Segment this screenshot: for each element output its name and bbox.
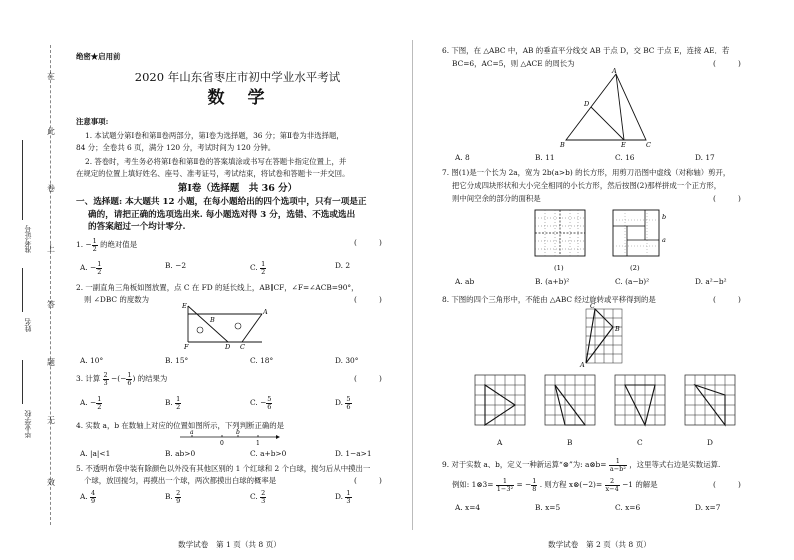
- subject-title: 数 学: [207, 88, 268, 108]
- margin-dashed-line: [50, 45, 51, 525]
- q2-label-c: C: [240, 343, 245, 351]
- q9-answer-blank: ( ): [713, 480, 741, 489]
- q4-axis-0: 0: [220, 440, 224, 447]
- exam-title: 2020 年山东省枣庄市初中学业水平考试: [134, 70, 341, 84]
- q6-triangle-figure: [558, 68, 658, 148]
- q8-option-b: B: [567, 438, 573, 447]
- section-intro-1: 一、选择题: 本大题共 12 小题，在每小题给出的四个选项中，只有一项是正: [76, 197, 367, 207]
- exam-id-field-line: [22, 140, 23, 220]
- q8-label-c: C: [590, 302, 595, 310]
- q1-stem: 的绝对值是: [100, 240, 138, 249]
- q1-option-d: D. 2: [335, 261, 351, 270]
- margin-char-2: 此: [47, 127, 55, 136]
- q3-options: [80, 396, 420, 410]
- secret-mark: 绝密★启用前: [76, 52, 121, 61]
- notes-line-4: 在规定的位置上填好姓名、座号、准考证号，考试结束，将试卷和答题卡一并交回。: [76, 169, 350, 178]
- q7-option-d: D. a²−b²: [695, 277, 727, 286]
- q3-option-d: D. $\frac{5}{6}$: [335, 395, 351, 411]
- q9-stem-1: 9. 对于实数 a、b，定义一种新运算“⊗”为: a⊗b= $\frac{1}{\text{a−b²}}$ ，这里等式右边是实数运算.: [442, 457, 721, 473]
- margin-char-8: 效: [47, 478, 55, 487]
- q9-option-a: A. x=4: [455, 503, 481, 512]
- q4-option-c: C. a+b>0: [250, 449, 287, 458]
- school-field-label: 毕业学校: [24, 410, 32, 438]
- q9-option-b: B. x=5: [535, 503, 561, 512]
- q2-options: [80, 356, 420, 365]
- q7-option-b: B. (a+b)²: [535, 277, 570, 286]
- q7-side-b: b: [662, 213, 667, 221]
- q5-stem-1: 5. 不透明布袋中装有除颜色以外没有其他区别的 1 个红球和 2 个白球，搅匀后从中摸出一: [76, 464, 371, 473]
- q8-label-a: A: [580, 361, 585, 369]
- notes-line-2: 84 分；全卷共 6 页，满分 120 分，考试时间为 120 分钟。: [76, 143, 276, 152]
- q8-answer-blank: ( ): [713, 295, 741, 304]
- q6-label-a: A: [612, 67, 617, 75]
- q8-option-a: A: [497, 438, 503, 447]
- section-intro-2: 确的，请把正确的选项选出来. 每小题选对得 3 分，选错、不选或选出: [88, 210, 356, 220]
- q4-option-a: A. |a|<1: [80, 449, 111, 458]
- q5-option-d: D. $\frac{1}{3}$: [335, 489, 351, 505]
- notes-line-3: 2. 答卷时，考生务必将第Ⅰ卷和第Ⅱ卷的答案填涂或书写在答题卡指定位置上，并: [85, 157, 347, 166]
- q6-label-e: E: [621, 141, 626, 149]
- q5-option-b: B. $\frac{2}{9}$: [165, 489, 181, 505]
- q8-option-c: C: [637, 438, 643, 447]
- q7-side-a: a: [662, 236, 666, 244]
- q6-option-c: C. 16: [615, 153, 635, 162]
- margin-char-5: 答: [47, 300, 55, 309]
- q1-answer-blank: ( ): [354, 238, 382, 247]
- q9-stem-2: 例如: 1⊗3= $\frac{1}{\text{1−3²}}$ = − $\frac{1}{8}$ . 则方程 x⊗(−2)= $\frac{2}{x-4}$ −1 的解是: [452, 477, 658, 493]
- q2-label-f: F: [184, 343, 189, 351]
- q4-axis-1: 1: [256, 440, 260, 447]
- q3-option-c: C. − $\frac{5}{6}$: [250, 395, 272, 411]
- section-intro-3: 的答案超过一个均计零分.: [88, 222, 186, 232]
- q4-options: [80, 449, 420, 458]
- q3-option-a: A. − $\frac{1}{2}$: [80, 395, 102, 411]
- q7-caption-2: (2): [630, 264, 640, 272]
- q6-option-a: A. 8: [455, 153, 470, 162]
- q5-stem-2: 个球，放回搅匀，再摸出一个球，两次都摸出白球的概率是: [84, 476, 277, 485]
- q6-answer-blank: ( ): [713, 59, 741, 68]
- exam-id-field-label: 准考证号: [24, 225, 32, 253]
- q1-options: [80, 261, 420, 275]
- q7-stem-2: 把它分成四块形状和大小完全相同的小长方形，然后按图(2)那样拼成一个正方形，: [452, 181, 722, 190]
- q8-stem: 8. 下图的四个三角形中，不能由 △ABC 经过旋转或平移得到的是: [442, 295, 656, 304]
- q2-triangle-figure: [180, 302, 275, 350]
- school-field-line: [22, 360, 23, 404]
- name-field-label: 姓名: [24, 318, 32, 332]
- q2-answer-blank: ( ): [354, 295, 382, 304]
- q6-stem-2: BC=6，AC=5，则 △ACE 的周长为: [452, 59, 575, 68]
- q7-stem-1: 7. 图(1)是一个长为 2a，宽为 2b(a>b) 的长方形，用剪刀沿图中虚线（对称轴）剪开，: [442, 168, 731, 177]
- q8-option-grids: [475, 373, 745, 435]
- q2-option-d: D. 30°: [335, 356, 359, 365]
- q8-reference-triangle: [580, 302, 628, 369]
- q2-option-c: C. 18°: [250, 356, 274, 365]
- q2-option-a: A. 10°: [80, 356, 104, 365]
- q1-number: 1.: [76, 240, 84, 249]
- q3-answer-blank: ( ): [354, 374, 382, 383]
- q4-axis-b: b: [236, 429, 240, 436]
- q7-caption-1: (1): [554, 264, 564, 272]
- q9-definition-fraction: $\frac{1}{\text{a−b²}}$: [609, 457, 626, 473]
- q7-rectangle-figures: [535, 208, 685, 272]
- question-1: 1. − $\frac{1}{2}$ 的绝对值是: [76, 237, 138, 253]
- q5-option-a: A. $\frac{4}{9}$: [80, 489, 96, 505]
- margin-char-4: 上: [47, 244, 55, 253]
- q2-stem-2: 则 ∠DBC 的度数为: [84, 295, 149, 304]
- q4-stem: 4. 实数 a，b 在数轴上对应的位置如图所示，下列判断正确的是: [76, 421, 285, 430]
- margin-char-6: 题: [47, 358, 55, 367]
- q4-axis-a: a: [190, 429, 194, 436]
- q4-option-d: D. 1−a>1: [335, 449, 372, 458]
- q5-answer-blank: ( ): [354, 476, 382, 485]
- notes-heading: 注意事项:: [76, 117, 109, 126]
- page-2-footer: 数学试卷 第 2 页（共 8 页）: [548, 540, 651, 549]
- q5-option-c: C. $\frac{2}{3}$: [250, 489, 266, 505]
- q8-option-d: D: [707, 438, 713, 447]
- q9-option-c: C. x=6: [615, 503, 641, 512]
- section-heading: 第Ⅰ卷（选择题 共 36 分）: [177, 183, 298, 194]
- q7-option-a: A. ab: [455, 277, 475, 286]
- q9-option-d: D. x=7: [695, 503, 721, 512]
- q7-option-c: C. (a−b)²: [615, 277, 650, 286]
- q7-answer-blank: ( ): [713, 194, 741, 203]
- q1-option-c: C. $\frac{1}{2}$: [250, 260, 266, 276]
- question-3: 3. 计算 $\frac{2}{3}$ −(− $\frac{1}{6}$ ) 的结果为: [76, 371, 168, 387]
- q2-label-e: E: [182, 302, 187, 310]
- q1-fraction: $\frac{1}{2}$: [92, 237, 97, 253]
- margin-char-1: 在: [47, 72, 55, 81]
- margin-char-7: 无: [47, 416, 55, 425]
- q3-option-b: B. $\frac{1}{2}$: [165, 395, 181, 411]
- q2-stem-1: 2. 一副直角三角板如图放置，点 C 在 FD 的延长线上，AB∥CF，∠F=∠ACB=90°，: [76, 283, 359, 292]
- q4-option-b: B. ab>0: [165, 449, 196, 458]
- q6-option-b: B. 11: [535, 153, 555, 162]
- margin-char-3: 卷: [47, 184, 55, 193]
- q2-label-a: A: [263, 308, 268, 316]
- q6-option-d: D. 17: [695, 153, 715, 162]
- name-field-line: [22, 268, 23, 312]
- q8-label-b: B: [615, 325, 620, 333]
- q5-options: [80, 490, 420, 504]
- q6-stem-1: 6. 下图，在 △ABC 中，AB 的垂直平分线交 AB 于点 D，交 BC 于点 E，连接 AE．若: [442, 46, 730, 55]
- q6-options: [455, 153, 775, 162]
- q6-label-b: B: [560, 141, 565, 149]
- q6-label-c: C: [646, 141, 651, 149]
- q7-options: [455, 277, 775, 286]
- q1-option-b: B. −2: [165, 261, 187, 270]
- notes-line-1: 1. 本试题分第Ⅰ卷和第Ⅱ卷两部分，第Ⅰ卷为选择题，36 分；第Ⅱ卷为非选择题，: [85, 131, 344, 140]
- q2-label-b: B: [210, 316, 215, 324]
- q7-stem-3: 则中间空余的部分的面积是: [452, 194, 541, 203]
- q2-label-d: D: [225, 343, 231, 351]
- q6-label-d: D: [584, 100, 590, 108]
- q9-options: [455, 503, 775, 512]
- q1-option-a: A. − $\frac{1}{2}$: [80, 260, 102, 276]
- q4-number-line: [180, 430, 280, 446]
- page-1-footer: 数学试卷 第 1 页（共 8 页）: [178, 540, 281, 549]
- q2-option-b: B. 15°: [165, 356, 189, 365]
